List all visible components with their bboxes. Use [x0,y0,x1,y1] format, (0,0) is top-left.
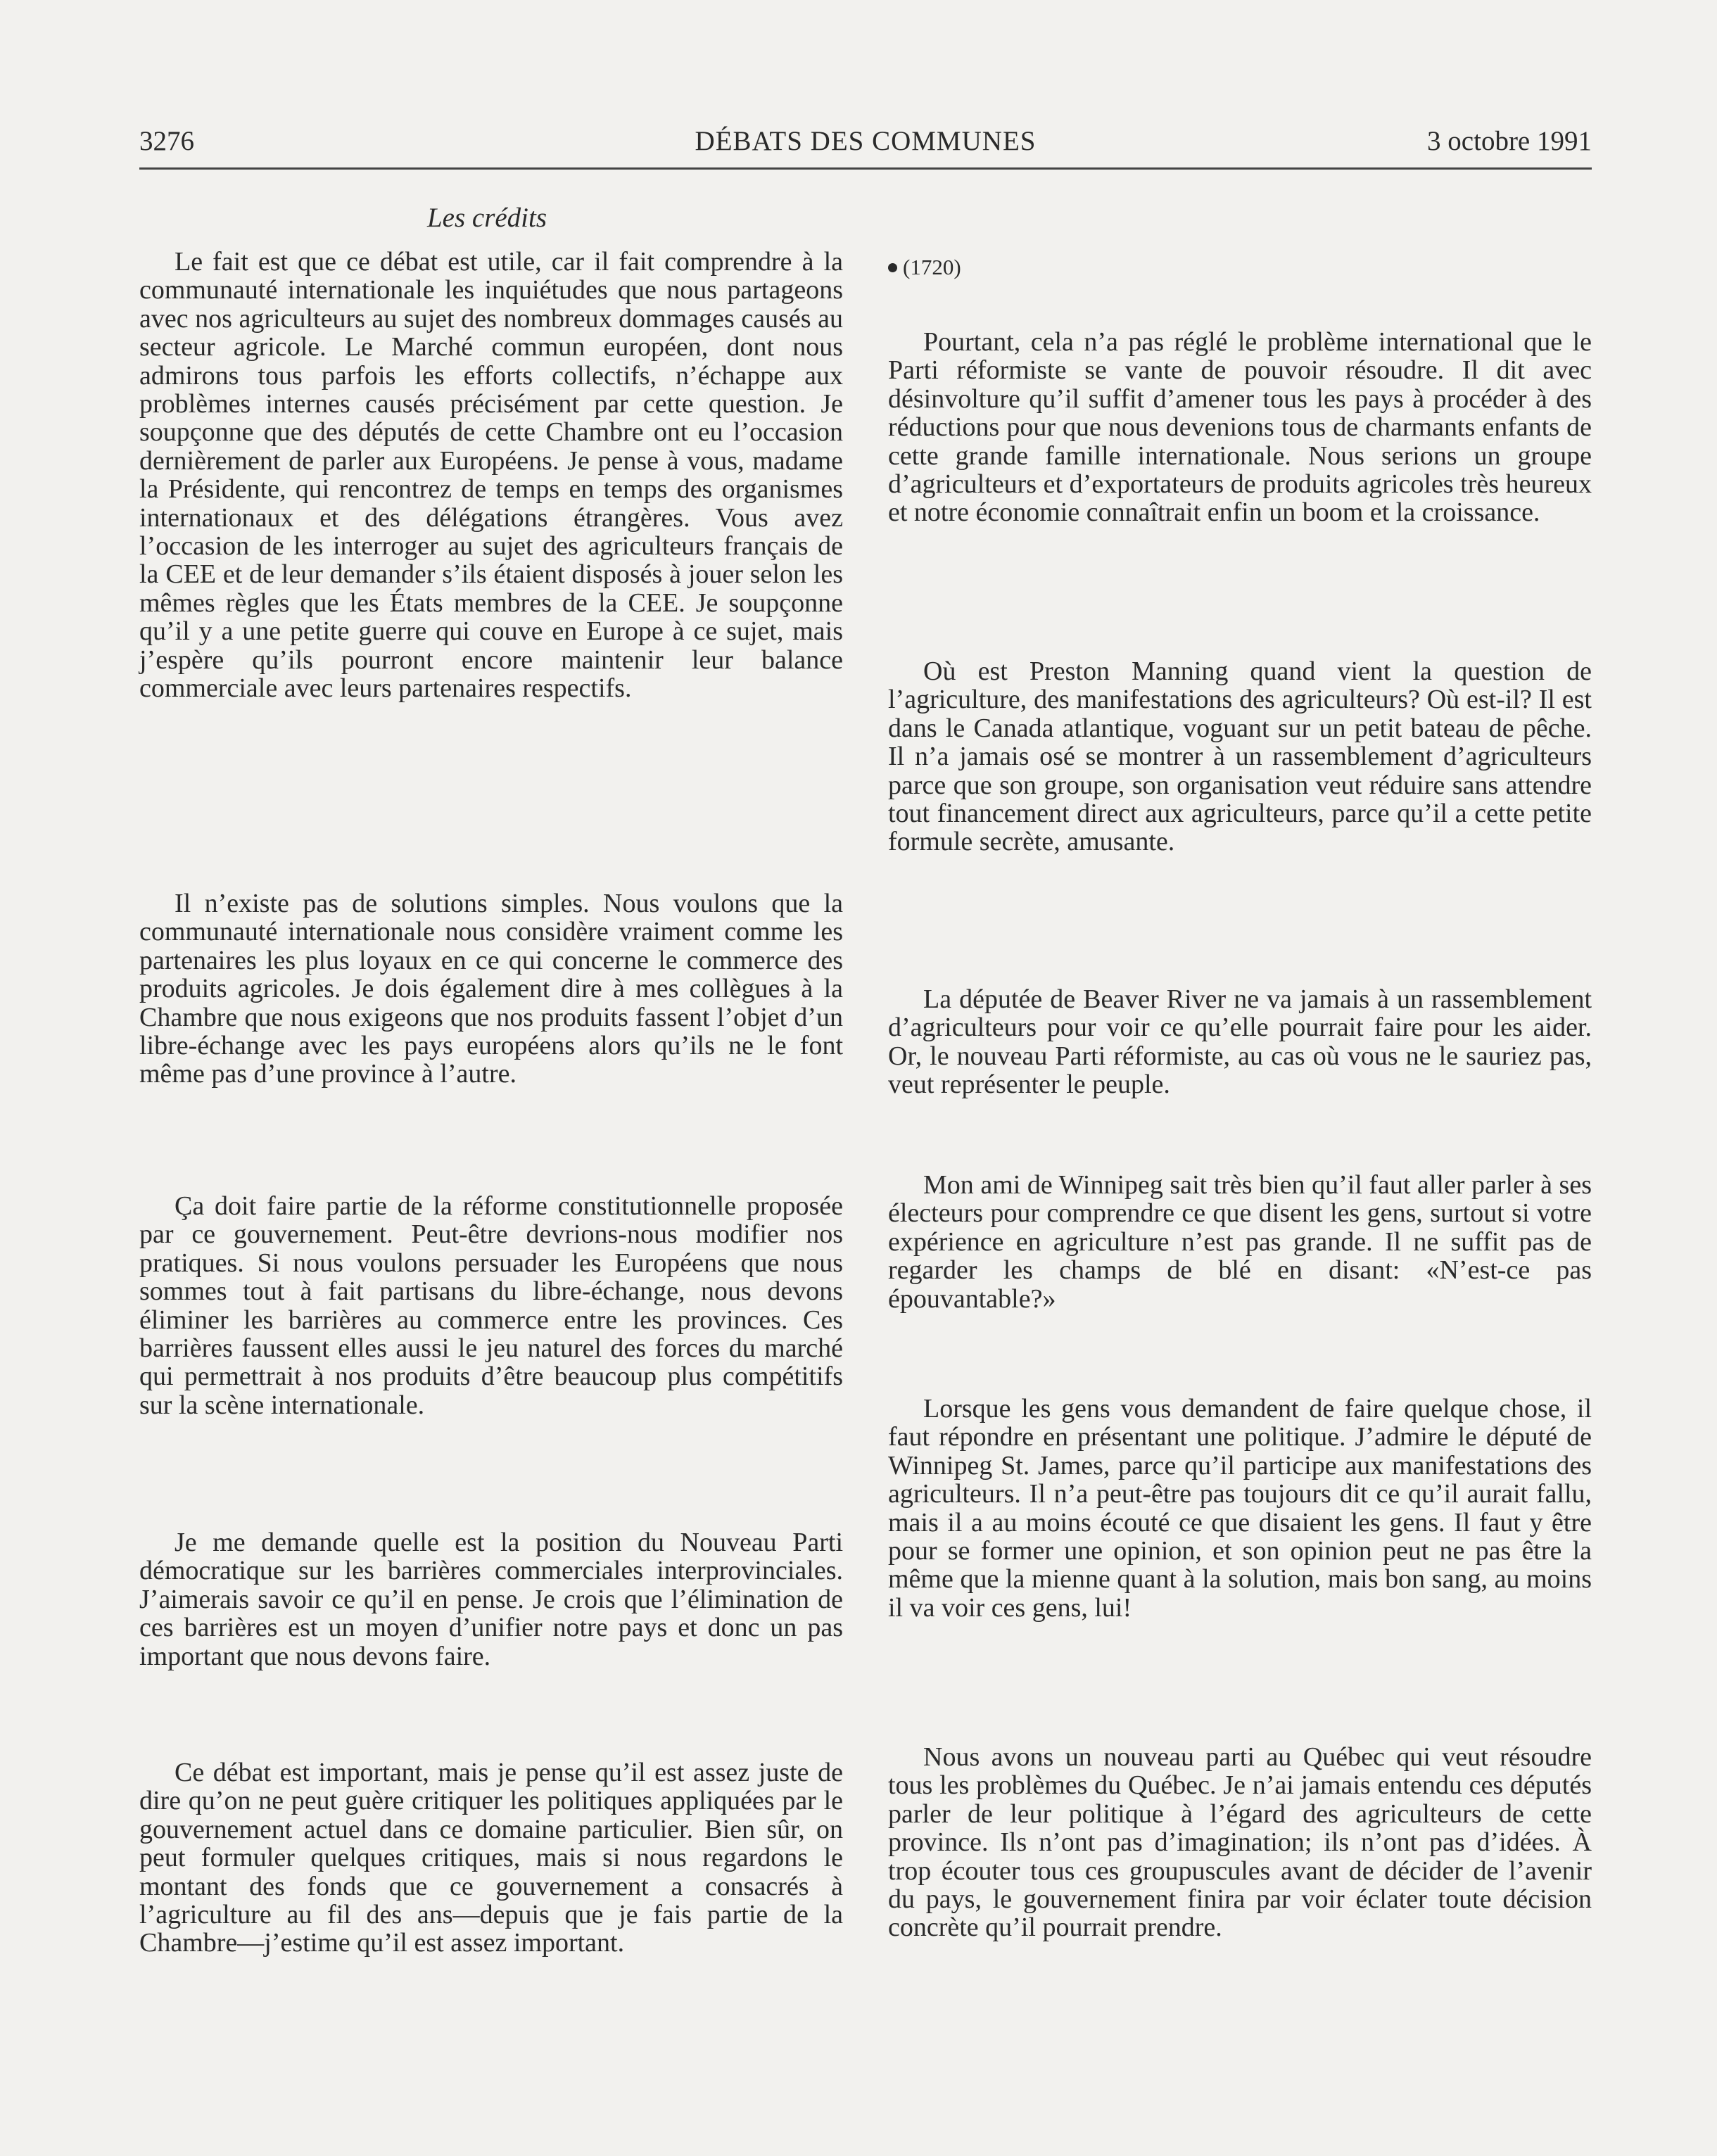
time-marker-text: (1720) [903,255,961,279]
section-title: Les crédits [426,203,547,233]
publication-title: DÉBATS DES COMMUNES [695,126,1037,156]
paragraph: Ce débat est important, mais je pense qu’il est assez juste de dire qu’on ne peut guère critiquer les politiques appliquées par le gouvernement actuel dans ce domaine particulier. Bien sûr, on peut formuler quelques critiques, mais si nous regardons le montant des fonds que ce gouvernement a consacrés à l’agriculture au fil des ans—depuis que je fais partie de la Chambre—j’estime qu’il est assez important. [139,1758,843,1958]
right-column [888,0,1592,2156]
paragraph: Lorsque les gens vous demandent de faire quelque chose, il faut répondre en présentant une politique. J’admire le député de Winnipeg St. James, parce qu’il participe aux manifestations des agriculteurs. Il n’a peut-être pas toujours dit ce qu’il aurait fallu, mais il a au moins écouté ce que disaient les gens. Il faut y être pour se former une opinion, et son opinion peut ne pas être la même que la mienne quant à la solution, mais bon sang, au moins il va voir ces gens, lui! [888,1394,1592,1623]
bullet-icon [888,263,897,272]
paragraph: Il n’existe pas de solutions simples. Nous voulons que la communauté internationale nous considère vraiment comme les partenaires les plus loyaux en ce qui concerne le commerce des produits agricoles. Je dois également dire à mes collègues à la Chambre que nous exigeons que nos produits fassent l’objet d’un libre-échange avec les pays européens alors qu’ils ne le font même pas d’une province à l’autre. [139,889,843,1089]
paragraph: Mon ami de Winnipeg sait très bien qu’il faut aller parler à ses électeurs pour comprendre ce que disent les gens, surtout si votre expérience en agriculture n’est pas grande. Il ne suffit pas de regarder les champs de blé en disant: «N’est-ce pas épouvantable?» [888,1170,1592,1314]
paragraph: Ça doit faire partie de la réforme constitutionnelle proposée par ce gouvernement. Peut-être devrions-nous modifier nos pratiques. Si nous voulons persuader les Européens que nous sommes tout à fait partisans du libre-échange, nous devons éliminer les barrières au commerce entre les provinces. Ces barrières faussent elles aussi le jeu naturel des forces du marché qui permettrait à nos produits d’être beaucoup plus compétitifs sur la scène internationale. [139,1191,843,1420]
left-column [139,0,843,2156]
paragraph: La députée de Beaver River ne va jamais à un rassemblement d’agriculteurs pour voir ce qu’elle pourrait faire pour les aider. Or, le nouveau Parti réformiste, au cas où vous ne le sauriez pas, veut représenter le peuple. [888,984,1592,1100]
paragraph: Pourtant, cela n’a pas réglé le problème international que le Parti réformiste se vante de pouvoir résoudre. Il dit avec désinvolture qu’il suffit d’amener tous les pays à procéder à des réductions pour que nous devenions tous de charmants enfants de cette grande famille internationale. Nous serions un groupe d’agriculteurs et d’exportateurs de produits agricoles très heureux et notre économie connaîtrait enfin un boom et la croissance. [888,327,1592,528]
paragraph: Où est Preston Manning quand vient la question de l’agriculture, des manifestations des agriculteurs? Où est-il? Il est dans le Canada atlantique, voguant sur un petit bateau de pêche. Il n’a jamais osé se montrer à un rassemblement d’agriculteurs parce que son groupe, son organisation veut réduire sans attendre tout financement direct aux agriculteurs, parce qu’il a cette petite formule secrète, amusante. [888,657,1592,857]
page-number: 3276 [139,126,194,156]
paragraph: Nous avons un nouveau parti au Québec qui veut résoudre tous les problèmes du Québec. Je n’ai jamais entendu ces députés parler de leur politique à l’égard des agriculteurs de cette province. Ils n’ont pas d’imagination; ils n’ont pas d’idées. À trop écouter tous ces groupuscules avant de décider de l’avenir du pays, le gouvernement finira par voir éclater toute décision concrète qu’il pourrait prendre. [888,1742,1592,1943]
publication-date: 3 octobre 1991 [1427,126,1592,156]
paragraph: Le fait est que ce débat est utile, car il fait comprendre à la communauté internationale les inquiétudes que nous partageons avec nos agriculteurs au sujet des nombreux dommages causés au secteur agricole. Le Marché commun européen, dont nous admirons tous parfois les efforts collectifs, n’échappe aux problèmes internes causés précisément par cette question. Je soupçonne que des députés de cette Chambre ont eu l’occasion dernièrement de parler aux Européens. Je pense à vous, madame la Présidente, qui rencontrez de temps en temps des organismes internationaux et des délégations étrangères. Vous avez l’occasion de les interroger au sujet des agriculteurs français de la CEE et de leur demander s’ils étaient disposés à jouer selon les mêmes règles que les États membres de la CEE. Je soupçonne qu’il y a une petite guerre qui couve en Europe à ce sujet, mais j’espère qu’ils pourront encore maintenir leur balance commerciale avec leurs partenaires respectifs. [139,247,843,704]
paragraph: Je me demande quelle est la position du Nouveau Parti démocratique sur les barrières commerciales interprovinciales. J’aimerais savoir ce qu’il en pense. Je crois que l’élimination de ces barrières est un moyen d’unifier notre pays et donc un pas important que nous devons faire. [139,1528,843,1671]
time-marker [888,253,961,281]
